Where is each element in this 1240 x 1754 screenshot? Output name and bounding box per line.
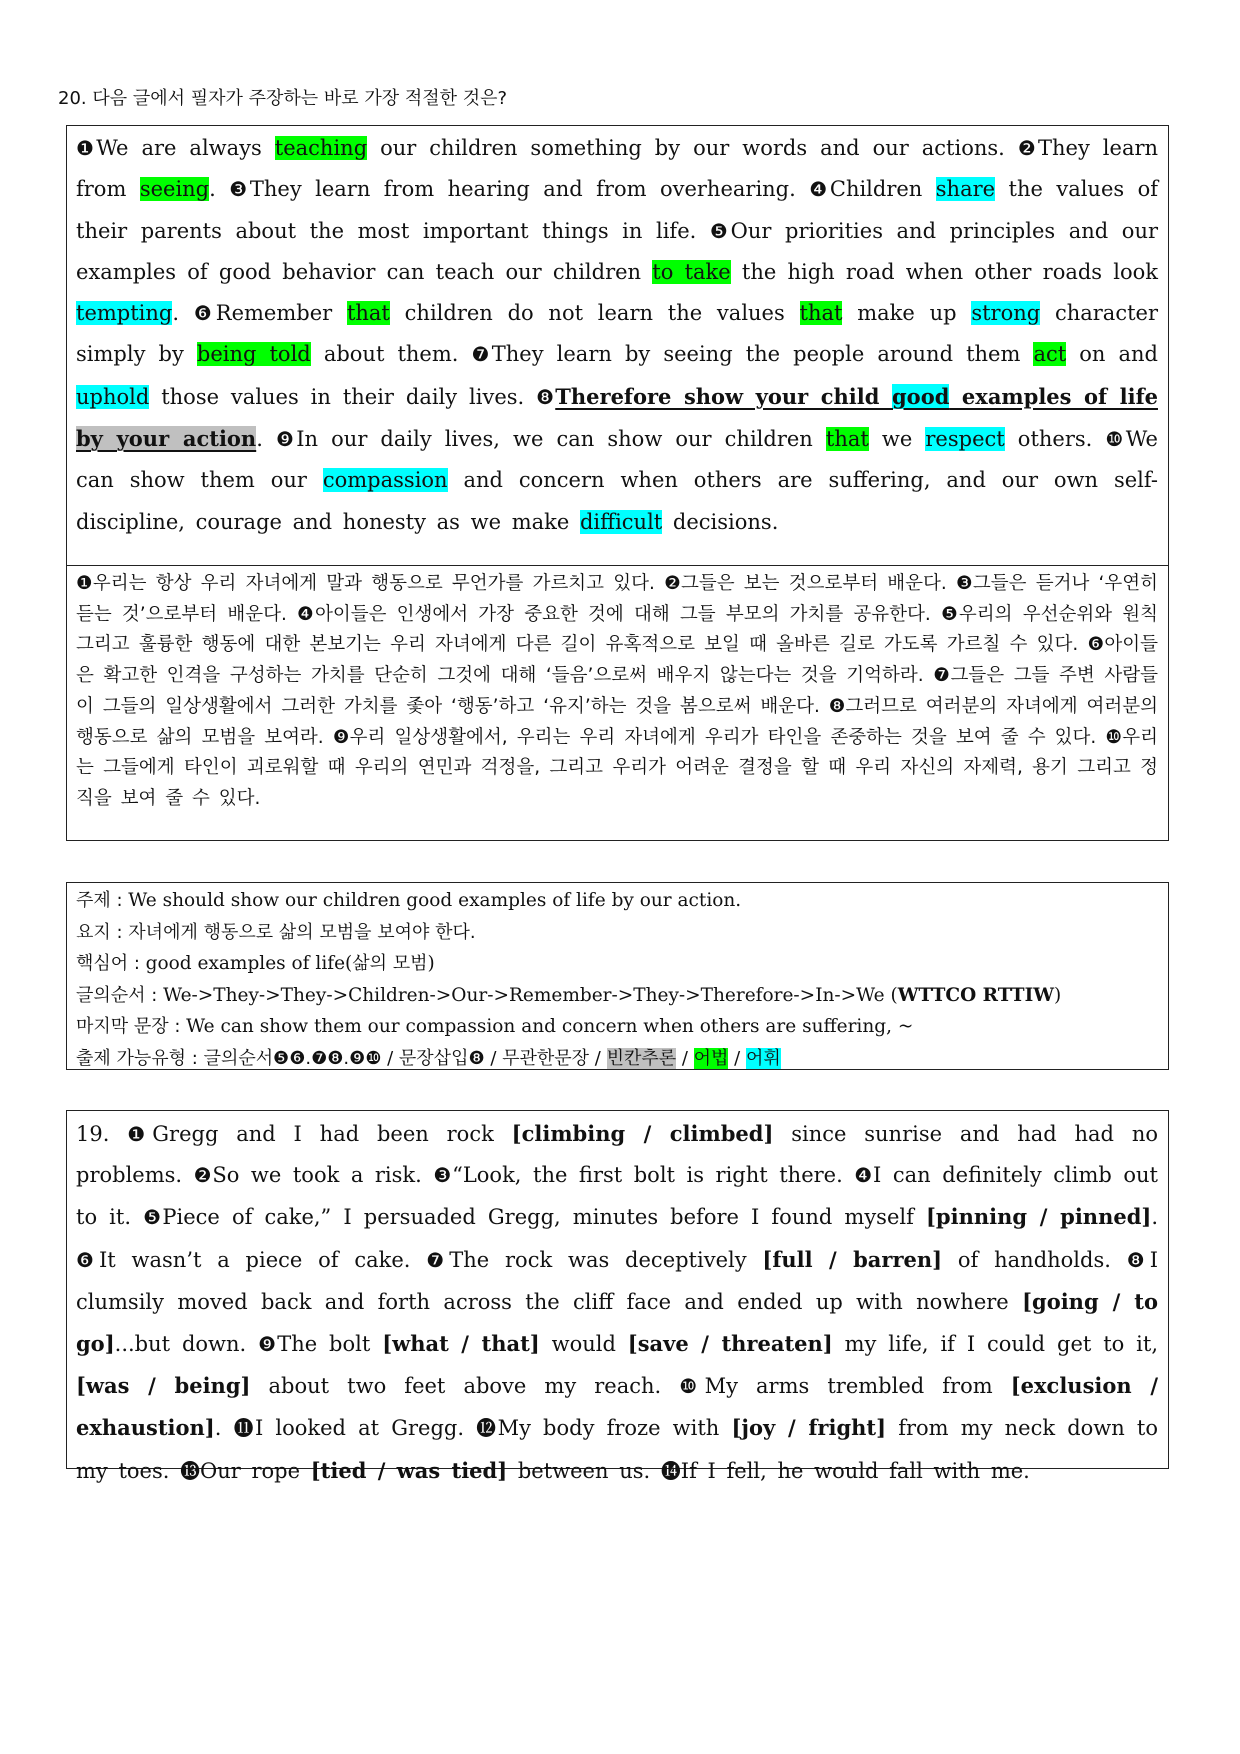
sentence-6: ❻Remember that children do not learn the values that make up strong character simply by being told about them. [76, 301, 1158, 367]
passage-20 [66, 125, 1169, 565]
last-sentence-label: 마지막 문장 : [76, 1016, 187, 1037]
sentence-number: ❸ [229, 177, 250, 202]
choice-bracket: [save / threaten] [627, 1331, 833, 1357]
highlight-cyan: compassion [322, 468, 448, 493]
summary-last-sentence: 마지막 문장 : We can show them our compassion and concern when others are suffering, ~ [76, 1016, 914, 1037]
sentence-number: ❻ [193, 301, 216, 326]
underlined-topic-text: Therefore show your child [555, 383, 892, 409]
translation-sentence: ❷그들은 보는 것으로부터 배운다. [664, 573, 956, 594]
translation-sentence: ❾우리 일상생활에서, 우리는 우리 자녀에게 우리가 타인을 존중하는 것을 보여 줄 수 있다. [332, 726, 1106, 748]
sentence-number: ❿ [1105, 427, 1126, 452]
sentence-number: ❼ [471, 342, 492, 367]
sentence-5: ❺Our priorities and principles and our examples of good behavior can teach our children to take the high road when other roads look tempting. [76, 218, 1159, 326]
theme-label: 주제 : [76, 890, 129, 911]
sentence-number: ❺ [709, 218, 731, 243]
highlight-green: that [825, 427, 869, 452]
translation-sentence: ❶우리는 항상 우리 자녀에게 말과 행동으로 무언가를 가르치고 있다. [76, 573, 665, 594]
sentence-4: ❹I can definitely climb out to it. [76, 1163, 1158, 1230]
passage-19 [66, 1110, 1169, 1483]
highlight-green: being told [196, 342, 311, 367]
underlined-topic-text: examples of life [949, 383, 1158, 409]
sentence-7: ❼The rock was deceptively [full / barren] of handholds. [426, 1246, 1127, 1272]
highlight-cyan: uphold [76, 384, 150, 409]
translation-sentence: ❻아이들은 확고한 인격을 구성하는 가치를 단순히 그것에 대해 ‘들음’으로써 배우지 않는다는 것을 기억하라. [76, 634, 1158, 687]
highlight-cyan: share [935, 177, 996, 202]
sentence-number: ❹ [809, 177, 830, 202]
type-vocabulary: 어휘 [745, 1047, 781, 1069]
choice-bracket: [full / barren] [762, 1246, 943, 1272]
highlight-green: that [799, 301, 843, 326]
sentence-number: ❷ [1017, 136, 1038, 160]
highlight-green: seeing [139, 177, 210, 202]
sentence-9: ❾The bolt [what / that] would [save / threaten] my life, if I could get to it, [was / being] about two feet above my reach. [76, 1331, 1158, 1399]
types-label: 출제 가능유형 : [76, 1047, 204, 1069]
choice-bracket: [pinning / pinned] [925, 1204, 1152, 1230]
choice-bracket: [was / being] [76, 1373, 251, 1399]
highlight-green: that [346, 301, 390, 326]
question-19-number: 19. [76, 1122, 128, 1146]
choice-bracket: [climbing / climbed] [511, 1121, 774, 1146]
sentence-1: ❶Gregg and I had been rock [climbing / climbed] since sunrise and had had no problems. [76, 1121, 1158, 1188]
highlight-cyan: tempting [76, 301, 173, 326]
summary-theme [76, 885, 1158, 917]
sentence-3: ❸“Look, the first bolt is right there. [433, 1163, 855, 1188]
sentence-3: ❸They learn from hearing and from overhearing. [229, 177, 810, 202]
sentence-2: ❷They learn from seeing. [76, 136, 1159, 202]
sentence-number: ❽ [536, 384, 556, 409]
choice-bracket: [tied / was tied] [310, 1457, 508, 1483]
sentence-number: ❶ [76, 136, 97, 160]
sentence-14: ⓮If I fell, he would fall with me. [660, 1458, 1030, 1483]
summary-box [66, 882, 1169, 1070]
summary-order: 글의순서 : We->They->They->Children->Our->Remember->They->Therefore->In->We (WTTCO RTTIW) [76, 984, 1062, 1006]
gist-label: 요지 : [76, 921, 129, 943]
highlight-green: teaching [274, 136, 368, 160]
sentence-6: ❻It wasn’t a piece of cake. [76, 1247, 427, 1272]
choice-bracket: [what / that] [382, 1331, 540, 1357]
summary-keyword: 핵심어 : good examples of life(삶의 모범) [76, 953, 435, 974]
gist-value: 자녀에게 행동으로 삶의 모범을 보여야 한다. [128, 921, 476, 943]
sentence-8: ❽I clumsily moved back and forth across the cliff face and ended up with nowhere [going / to go]...but down. [76, 1247, 1159, 1357]
translation-sentence: ❼그들은 그들 주변 사람들이 그들의 일상생활에서 그러한 가치를 좇아 ‘행동’하고 ‘유지’하는 것을 봄으로써 배운다. [76, 665, 1159, 717]
translation-sentence: ❹아이들은 인생에서 가장 중요한 것에 대해 그들 부모의 가치를 공유한다. [297, 603, 941, 625]
sentence-5: ❺Piece of cake,” I persuaded Gregg, minutes before I found myself [pinning / pinned]. [143, 1204, 1159, 1230]
highlight-green: to take [652, 259, 731, 284]
translation-20 [66, 565, 1169, 841]
sentence-7: ❼They learn by seeing the people around them act on and uphold those values in their daily lives. [76, 342, 1158, 409]
translation-sentence: ❸그들은 듣거나 ‘우연히 듣는 것’으로부터 배운다. [76, 573, 1159, 625]
sentence-11: ⓫I looked at Gregg. [233, 1416, 477, 1441]
translation-sentence: ❽그러므로 여러분의 자녀에게 여러분의 행동으로 삶의 모범을 보여라. [76, 695, 1158, 748]
translation-sentence: ❺우리의 우선순위와 원칙 그리고 훌륭한 행동에 대한 본보기는 우리 자녀에게 다른 길이 유혹적으로 보일 때 올바른 길로 가도록 가르칠 수 있다. [76, 603, 1158, 656]
highlight-cyan: respect [925, 427, 1005, 452]
order-label: 글의순서 : [76, 984, 164, 1006]
sentence-number: ❾ [275, 427, 297, 452]
sentence-13: ⓭Our rope [tied / was tied] between us. [180, 1457, 661, 1483]
sentence-12: ⓬My body froze with [joy / fright] from my neck down to my toes. [76, 1415, 1158, 1483]
theme-value: We should show our children good examples of life by our action. [128, 890, 742, 911]
keyword-label: 핵심어 : [76, 953, 146, 974]
highlight-cyan: good [892, 383, 950, 409]
order-abbreviation: WTTCO RTTIW [897, 984, 1055, 1006]
question-20-title: 20. 다음 글에서 필자가 주장하는 바로 가장 적절한 것은? [58, 88, 508, 109]
choice-bracket: [going / to go] [76, 1288, 1158, 1357]
choice-bracket: [exclusion / exhaustion] [76, 1373, 1159, 1441]
summary-question-types: 출제 가능유형 : 글의순서❺❻.❼❽.❾❿ / 문장삽입❽ / 무관한문장 / 빈칸추론 / 어법 / 어휘 [76, 1047, 781, 1069]
choice-bracket: [joy / fright] [731, 1415, 887, 1441]
sentence-9: ❾In our daily lives, we can show our children that we respect others. [275, 427, 1106, 452]
sentence-2: ❷So we took a risk. [193, 1163, 434, 1188]
highlight-gray: by your action [76, 426, 257, 452]
sentence-4: ❹Children share the values of their parents about the most important things in life. [76, 177, 1159, 243]
type-blank-inference: 빈칸추론 [606, 1047, 677, 1069]
highlight-green: act [1033, 342, 1067, 367]
highlight-cyan: strong [971, 301, 1041, 326]
translation-sentence: ❿우리는 그들에게 타인이 괴로워할 때 우리의 연민과 걱정을, 그리고 우리가 어려운 결정을 할 때 우리 자신의 자제력, 용기 그리고 정직을 보여 줄 수 있다. [76, 726, 1158, 809]
sentence-8-topic: ❽Therefore show your child good examples of life by your action. [76, 383, 1158, 452]
sentence-10: ❿We can show them our compassion and concern when others are suffering, and our own self-discipline, courage and honesty as we make difficult decisions. [76, 427, 1158, 534]
highlight-cyan: difficult [579, 509, 663, 534]
type-grammar: 어법 [693, 1047, 729, 1069]
sentence-1: ❶We are always teaching our children something by our words and our actions. [76, 136, 1018, 160]
summary-gist [76, 917, 1158, 949]
sentence-10: ❿My arms trembled from [exclusion / exhaustion]. [76, 1373, 1159, 1441]
